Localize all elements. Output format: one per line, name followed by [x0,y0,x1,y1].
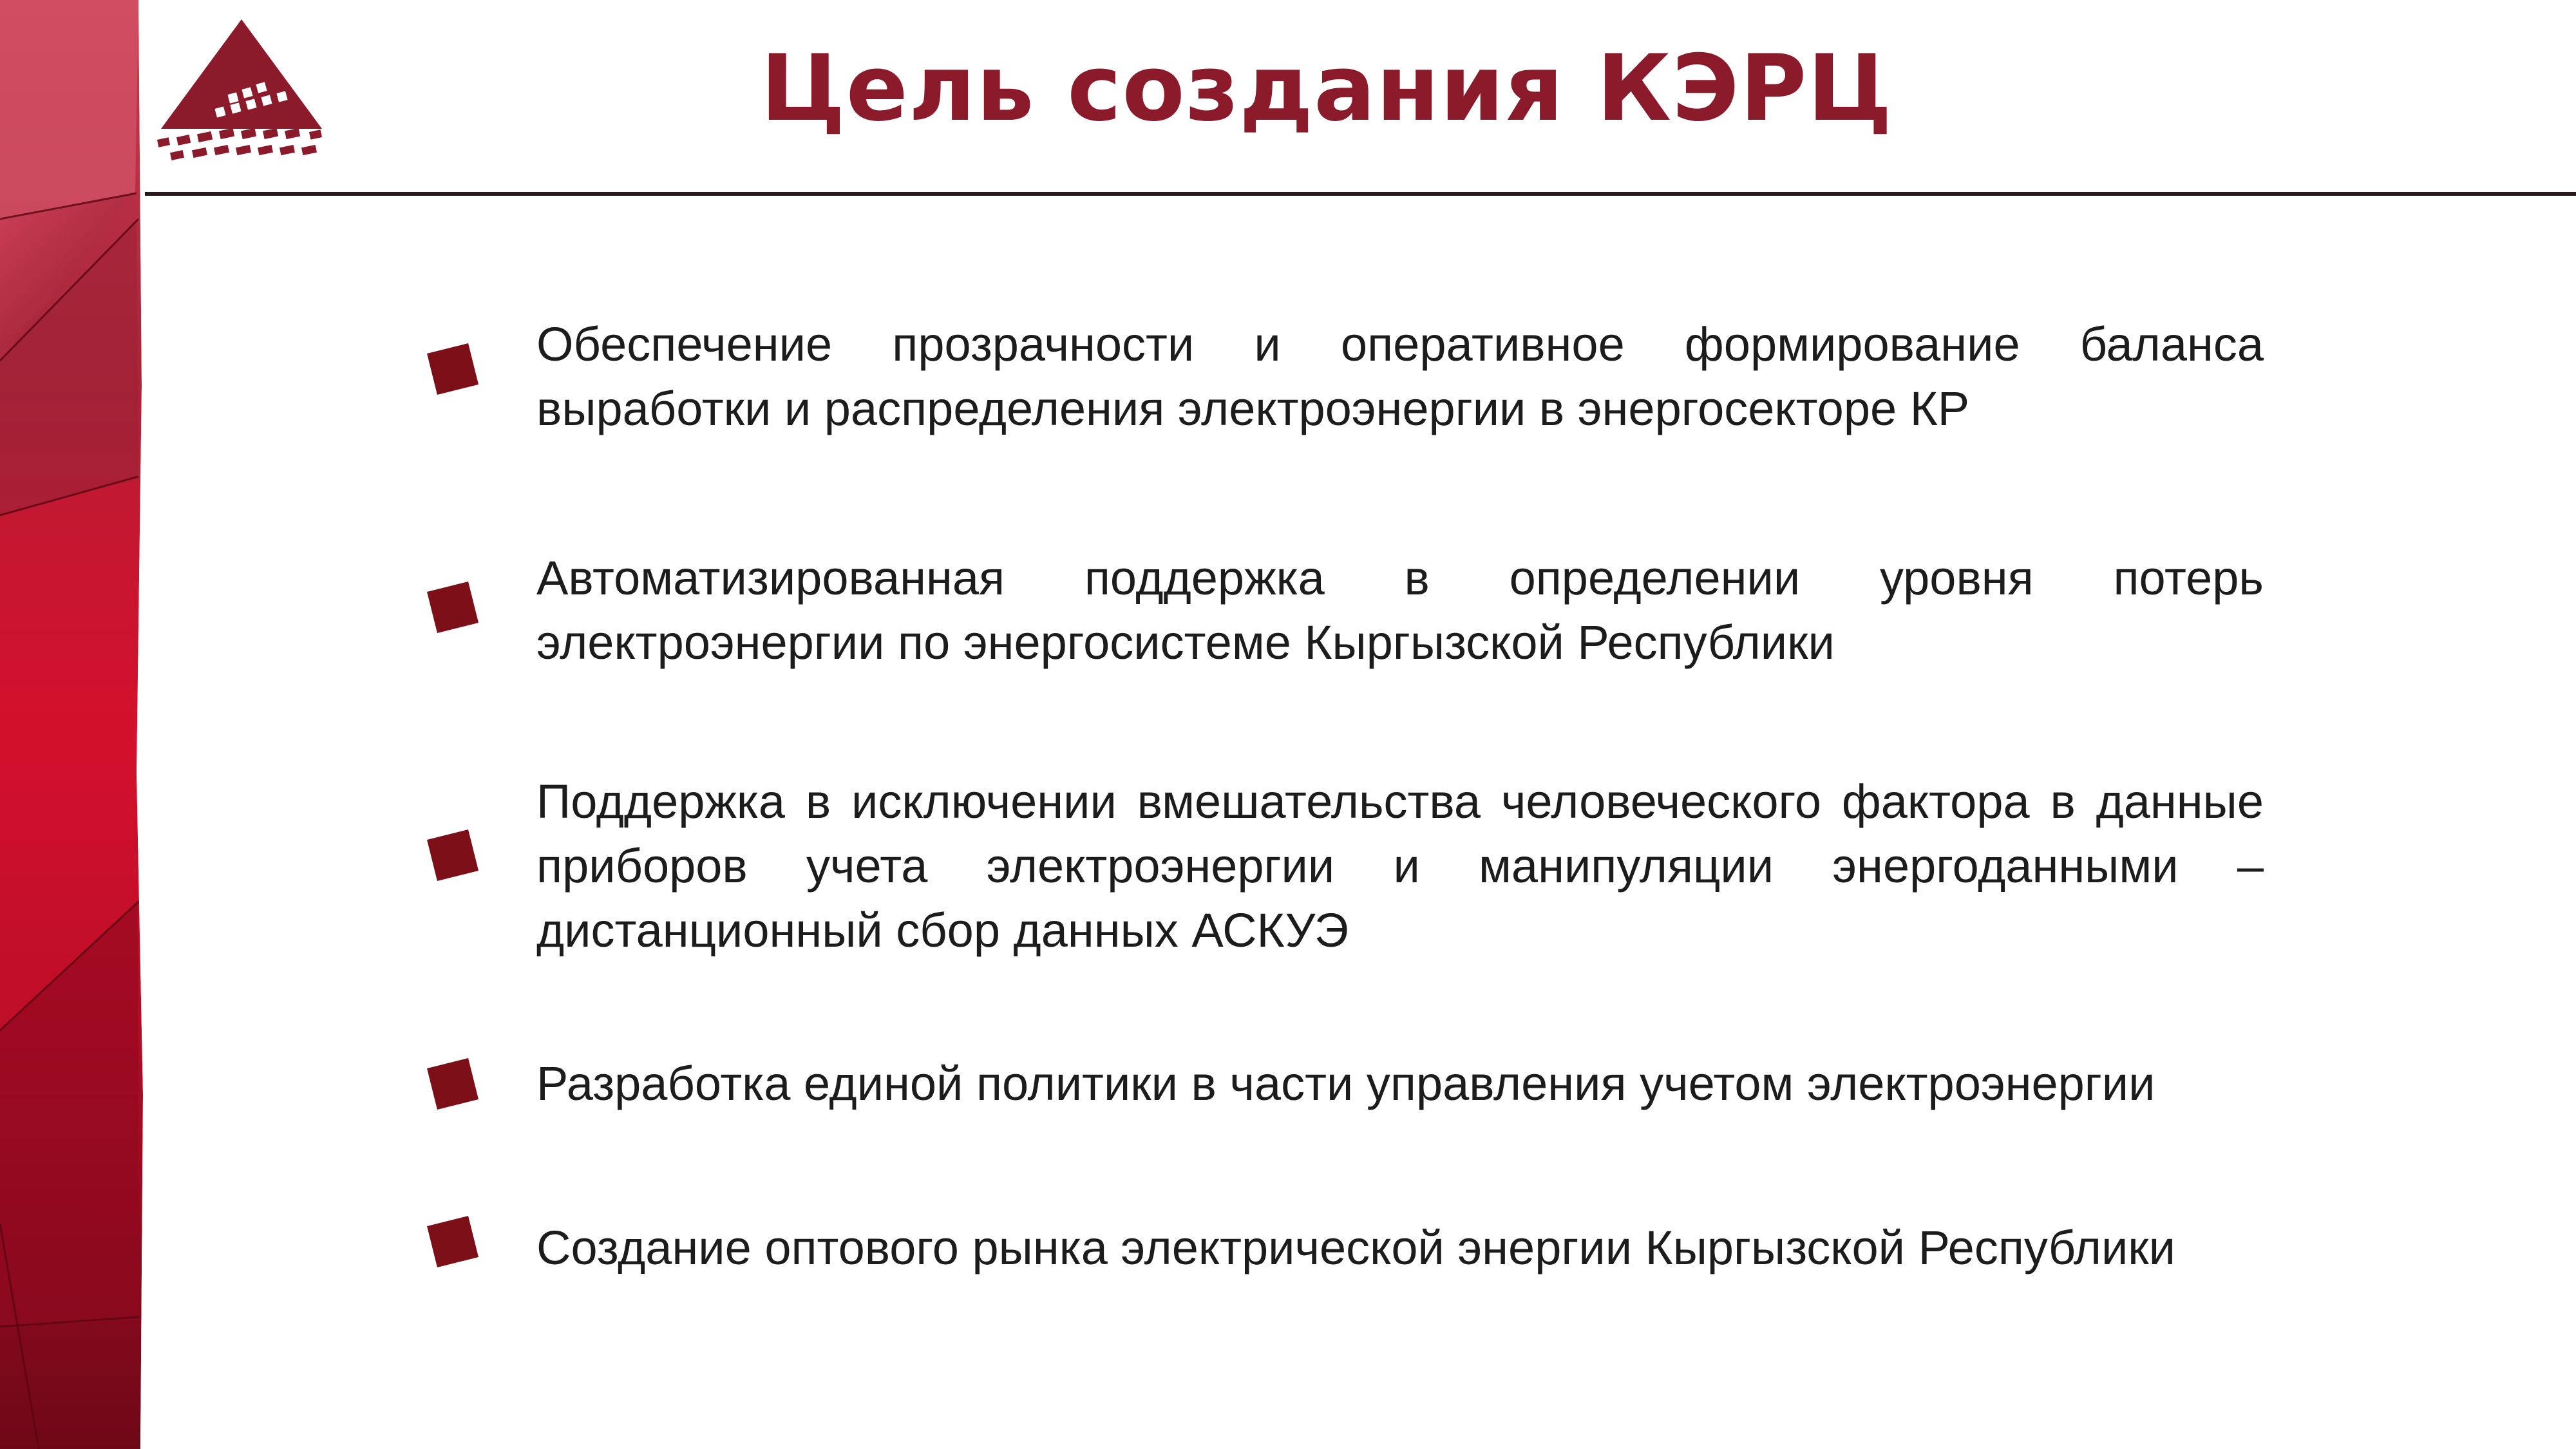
page-title: Цель создания КЭРЦ [760,35,1893,142]
diamond-bullet-icon [427,582,478,633]
diamond-bullet-icon [427,1216,478,1267]
bullet-text: Создание оптового рынка электрической энергии Кыргызской Республики [536,1221,2176,1274]
diamond-bullet-icon [427,1058,478,1110]
bullet-text: Разработка единой политики в части управления учетом электроэнергии [536,1057,2155,1110]
diamond-bullet-icon [427,829,478,881]
bullet-text: Поддержка в исключении вмешательства человеческого фактора в данные приборов учета электроэнергии и манипуляции энергоданными – дистанционный сбор данных АСКУЭ [536,775,2264,957]
diamond-bullet-icon [427,343,478,395]
bullet-text: Автоматизированная поддержка в определении уровня потерь электроэнергии по энергосистеме Кыргызской Республики [536,551,2264,669]
bullet-text: Обеспечение прозрачности и оперативное формирование баланса выработки и распределения электроэнергии в энергосекторе КР [536,317,2264,435]
